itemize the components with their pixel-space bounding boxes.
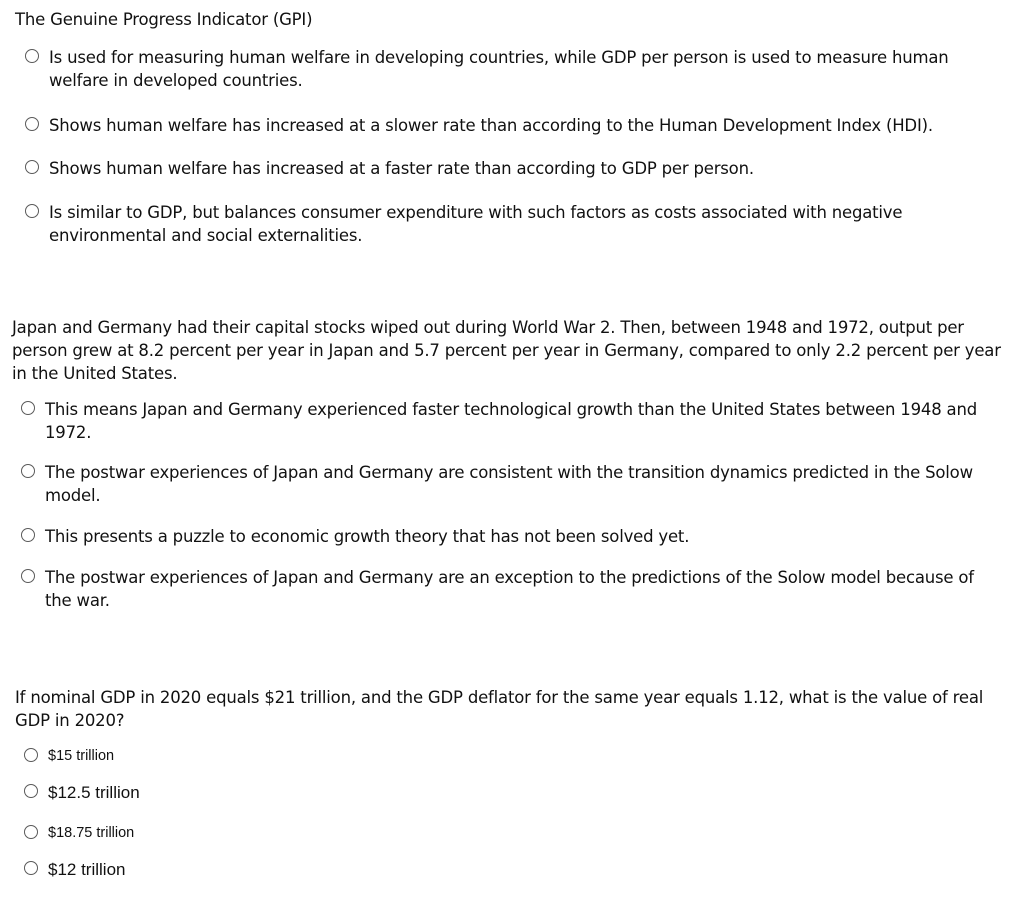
- option-label: The postwar experiences of Japan and Germany are an exception to the predictions of the Solow model because of the war.: [45, 568, 974, 610]
- option-label: $12.5 trillion: [48, 783, 140, 802]
- option-label: Shows human welfare has increased at a slower rate than according to the Human Development Index (HDI).: [49, 116, 933, 135]
- question-2-prompt: Japan and Germany had their capital stocks wiped out during World War 2. Then, between 1948 and 1972, output per person grew at 8.2 percent per year in Japan and 5.7 percent per year in Germany, compared to only 2.2 percent per year in the United States.: [12, 318, 1001, 383]
- option-label: $18.75 trillion: [48, 825, 135, 841]
- question-3-option-1[interactable]: [24, 745, 324, 767]
- option-label: $12 trillion: [48, 860, 126, 879]
- question-1-option-3[interactable]: [25, 157, 1010, 181]
- radio-button[interactable]: [21, 528, 35, 542]
- radio-button[interactable]: [25, 49, 39, 63]
- question-1-option-2[interactable]: [25, 114, 1010, 138]
- radio-button[interactable]: [25, 117, 39, 131]
- question-1-option-1[interactable]: [25, 46, 1010, 94]
- option-label: $15 trillion: [48, 748, 115, 764]
- radio-button[interactable]: [21, 569, 35, 583]
- radio-button[interactable]: [21, 464, 35, 478]
- radio-button[interactable]: [24, 748, 38, 762]
- option-label: This means Japan and Germany experienced faster technological growth than the United States between 1948 and 1972.: [45, 400, 977, 442]
- question-2-option-1[interactable]: [21, 398, 1006, 446]
- radio-button[interactable]: [24, 861, 38, 875]
- radio-button[interactable]: [24, 784, 38, 798]
- option-label: Shows human welfare has increased at a faster rate than according to GDP per person.: [49, 159, 754, 178]
- radio-button[interactable]: [24, 825, 38, 839]
- question-1-prompt: The Genuine Progress Indicator (GPI): [15, 10, 313, 29]
- radio-button[interactable]: [25, 204, 39, 218]
- question-1-option-4[interactable]: [25, 201, 1010, 249]
- option-label: This presents a puzzle to economic growth theory that has not been solved yet.: [45, 527, 690, 546]
- question-3-prompt: If nominal GDP in 2020 equals $21 trillion, and the GDP deflator for the same year equals 1.12, what is the value of real GDP in 2020?: [15, 688, 984, 730]
- question-2-option-2[interactable]: [21, 461, 1006, 509]
- option-label: Is used for measuring human welfare in developing countries, while GDP per person is used to measure human welfare in developed countries.: [49, 48, 949, 90]
- question-3-option-2[interactable]: [24, 781, 324, 805]
- option-label: The postwar experiences of Japan and Germany are consistent with the transition dynamics predicted in the Solow model.: [45, 463, 973, 505]
- question-2-option-3[interactable]: [21, 525, 1006, 549]
- radio-button[interactable]: [21, 401, 35, 415]
- question-3-option-4[interactable]: [24, 858, 324, 882]
- question-2-option-4[interactable]: [21, 566, 1006, 614]
- radio-button[interactable]: [25, 160, 39, 174]
- question-3-option-3[interactable]: [24, 822, 324, 844]
- option-label: Is similar to GDP, but balances consumer expenditure with such factors as costs associated with negative environmental and social externalities.: [49, 203, 903, 245]
